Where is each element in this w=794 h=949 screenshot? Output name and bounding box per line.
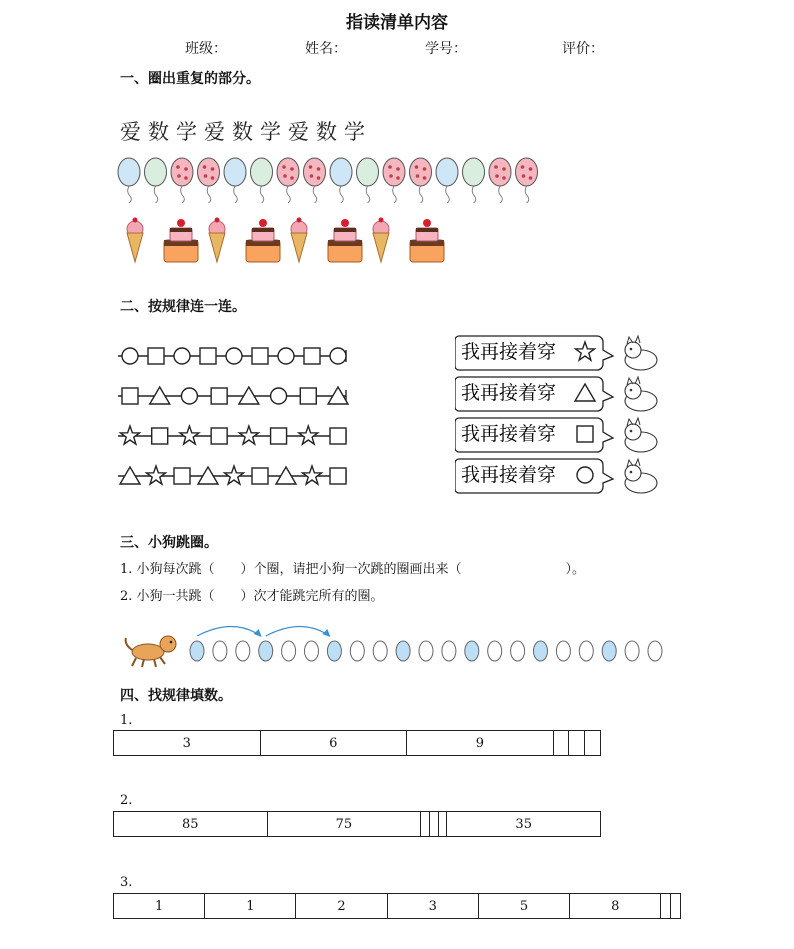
ring-empty [579, 641, 593, 661]
class-label: 班级： [185, 41, 227, 57]
square-bead [304, 348, 320, 364]
icecream-icon [127, 218, 143, 263]
square-bead [148, 348, 164, 364]
balloon-pink [304, 158, 326, 203]
sequence-cell: 3 [114, 731, 261, 756]
treat-row [115, 212, 455, 268]
circle-bead [122, 348, 138, 364]
elephant-icon [625, 459, 657, 493]
section3-heading: 三、小狗跳圈。 [120, 535, 218, 551]
balloon-pink [198, 158, 220, 203]
balloon-blue [330, 158, 352, 203]
balloon-blue [436, 158, 458, 203]
ring-empty [213, 641, 227, 661]
star-bead [180, 426, 199, 444]
ring-empty [625, 641, 639, 661]
bead-strings [110, 336, 360, 496]
square-bead [577, 426, 593, 442]
jump-arrow [322, 629, 330, 637]
dog-question-2: 2. 小狗一共跳（ ）次才能跳完所有的圈。 [120, 589, 384, 604]
speech-bubbles [455, 330, 675, 500]
square-bead [271, 428, 287, 444]
cake-icon [164, 219, 198, 262]
ring-filled [602, 641, 616, 661]
sequence-cell: 1 [114, 894, 205, 919]
student-id-label: 学号： [425, 41, 467, 57]
sequence-cell[interactable] [553, 731, 569, 756]
sequence-2-table [113, 811, 601, 837]
ring-filled [327, 641, 341, 661]
jump-arrow [254, 629, 262, 637]
square-bead [252, 348, 268, 364]
icecream-icon [209, 218, 225, 263]
sequence-3-table [113, 893, 681, 919]
star-bead [299, 426, 318, 444]
ring-filled [396, 641, 410, 661]
circle-bead [271, 388, 287, 404]
balloon-pink [277, 158, 299, 203]
sequence-cell: 3 [387, 894, 478, 919]
circle-bead [278, 348, 294, 364]
sequence-cell[interactable] [671, 894, 681, 919]
cake-icon [328, 219, 362, 262]
sequence-cell: 35 [447, 812, 601, 837]
dog-question-1: 1. 小狗每次跳（ ）个圈，请把小狗一次跳的圈画出来（ ）。 [120, 562, 586, 577]
icecream-icon [373, 218, 389, 263]
square-bead [211, 428, 227, 444]
ring-empty [556, 641, 570, 661]
balloon-pink [410, 158, 432, 203]
repeating-characters: 爱数学爱数学爱数学 [120, 120, 372, 144]
sequence-cell: 6 [260, 731, 407, 756]
ring-empty [373, 641, 387, 661]
sequence-cell[interactable] [429, 812, 438, 837]
ring-filled [465, 641, 479, 661]
sequence-2-label: 2. [120, 793, 133, 808]
square-bead [174, 468, 190, 484]
dog-jump-rings [118, 620, 678, 670]
ring-empty [305, 641, 319, 661]
speech-bubble [455, 418, 657, 452]
sequence-cell[interactable] [421, 812, 430, 837]
balloon-pink [171, 158, 193, 203]
jump-arc [266, 626, 327, 636]
sequence-cell: 9 [407, 731, 554, 756]
speech-bubble [455, 336, 657, 370]
rating-label: 评价： [562, 41, 604, 57]
ring-empty [511, 641, 525, 661]
balloon-green [463, 158, 485, 203]
puppy-icon [625, 377, 657, 411]
square-bead [200, 348, 216, 364]
circle-bead [226, 348, 242, 364]
sequence-cell: 75 [267, 812, 421, 837]
speech-bubble [455, 377, 657, 411]
balloon-pink [516, 158, 538, 203]
bubble-text: 我再接着穿 [461, 341, 557, 363]
bubble-text: 我再接着穿 [461, 464, 557, 486]
star-bead [121, 426, 140, 444]
square-bead [152, 428, 168, 444]
bead-string-1 [118, 348, 346, 364]
sequence-cell[interactable] [661, 894, 671, 919]
balloon-blue [224, 158, 246, 203]
ring-empty [236, 641, 250, 661]
ring-filled [190, 641, 204, 661]
name-label: 姓名： [305, 41, 347, 57]
section1-heading: 一、圈出重复的部分。 [120, 71, 260, 87]
sequence-cell[interactable] [585, 731, 601, 756]
balloon-green [357, 158, 379, 203]
circle-bead [577, 467, 593, 483]
sequence-3-label: 3. [120, 875, 133, 890]
rabbit-icon [625, 418, 657, 452]
speech-bubble [455, 459, 657, 493]
page-title: 指读清单内容 [346, 13, 448, 33]
ring-empty [282, 641, 296, 661]
bubble-text: 我再接着穿 [461, 423, 557, 445]
sequence-cell: 1 [205, 894, 296, 919]
jump-arc [197, 626, 258, 636]
sequence-1-table [113, 730, 601, 756]
ring-empty [419, 641, 433, 661]
section4-heading: 四、找规律填数。 [120, 688, 232, 704]
circle-bead [174, 348, 190, 364]
balloon-pink [383, 158, 405, 203]
cake-icon [410, 219, 444, 262]
bead-string-2 [118, 387, 348, 404]
ring-filled [259, 641, 273, 661]
square-bead [211, 388, 227, 404]
balloon-green [145, 158, 167, 203]
bead-string-4 [118, 466, 346, 484]
bubble-text: 我再接着穿 [461, 382, 557, 404]
square-bead [122, 388, 138, 404]
sequence-cell: 5 [478, 894, 569, 919]
sequence-1-label: 1. [120, 713, 133, 728]
ring-filled [534, 641, 548, 661]
square-bead [330, 468, 346, 484]
section2-heading: 二、按规律连一连。 [120, 299, 246, 315]
sequence-cell: 2 [296, 894, 387, 919]
square-bead [252, 468, 268, 484]
sequence-cell[interactable] [438, 812, 447, 837]
ring-empty [488, 641, 502, 661]
ring-empty [648, 641, 662, 661]
bead-string-3 [118, 426, 346, 444]
dog-icon [126, 636, 176, 667]
ring-empty [442, 641, 456, 661]
star-bead [303, 466, 322, 484]
circle-bead [330, 348, 346, 364]
icecream-icon [291, 218, 307, 263]
balloon-pink [489, 158, 511, 203]
circle-bead [181, 388, 197, 404]
square-bead [300, 388, 316, 404]
star-bead [147, 466, 166, 484]
square-bead [330, 428, 346, 444]
star-bead [225, 466, 244, 484]
sequence-cell: 8 [570, 894, 661, 919]
balloon-row [115, 155, 555, 203]
balloon-green [251, 158, 273, 203]
balloon-blue [118, 158, 140, 203]
star-bead [239, 426, 258, 444]
sequence-cell: 85 [114, 812, 268, 837]
squirrel-icon [625, 336, 657, 370]
cake-icon [246, 219, 280, 262]
ring-empty [350, 641, 364, 661]
sequence-cell[interactable] [569, 731, 585, 756]
